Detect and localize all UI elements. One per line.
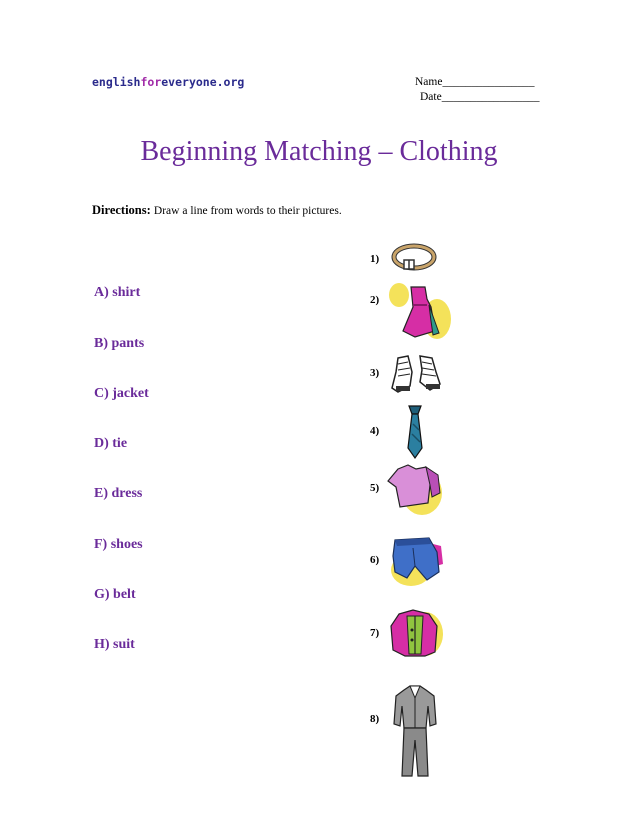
- tie-icon[interactable]: [402, 404, 428, 460]
- shoes-icon[interactable]: [390, 352, 444, 396]
- picture-number: 1): [370, 253, 380, 265]
- picture-number: 8): [370, 713, 380, 725]
- word-item[interactable]: F) shoes: [94, 537, 143, 552]
- word-item[interactable]: E) dress: [94, 486, 143, 501]
- shirt-icon[interactable]: [386, 463, 444, 517]
- word-item[interactable]: D) tie: [94, 436, 128, 451]
- date-field[interactable]: Date_________________: [420, 91, 540, 103]
- dress-icon[interactable]: [385, 281, 453, 343]
- word-item[interactable]: H) suit: [94, 637, 135, 652]
- picture-number: 7): [370, 627, 380, 639]
- picture-number: 6): [370, 554, 380, 566]
- picture-number: 3): [370, 367, 380, 379]
- belt-icon[interactable]: [390, 240, 438, 274]
- word-item[interactable]: B) pants: [94, 336, 145, 351]
- pants-icon[interactable]: [385, 532, 447, 590]
- brand-english: english: [92, 75, 141, 89]
- name-date-fields: [415, 75, 539, 105]
- jacket-icon[interactable]: [385, 606, 445, 664]
- suit-icon[interactable]: [390, 684, 440, 780]
- site-brand: [92, 75, 244, 89]
- name-field[interactable]: Name________________: [415, 76, 535, 88]
- picture-number: 2): [370, 294, 380, 306]
- picture-number: 5): [370, 482, 380, 494]
- word-item[interactable]: G) belt: [94, 587, 136, 602]
- directions-label: Directions:: [92, 203, 151, 217]
- page-title: Beginning Matching – Clothing: [140, 136, 498, 167]
- word-item[interactable]: C) jacket: [94, 386, 149, 401]
- brand-for: for: [140, 75, 162, 89]
- word-item[interactable]: A) shirt: [94, 285, 141, 300]
- brand-everyone: everyone.org: [161, 75, 245, 89]
- directions: [92, 203, 342, 218]
- directions-text: Draw a line from words to their pictures.: [153, 205, 342, 217]
- picture-number: 4): [370, 425, 380, 437]
